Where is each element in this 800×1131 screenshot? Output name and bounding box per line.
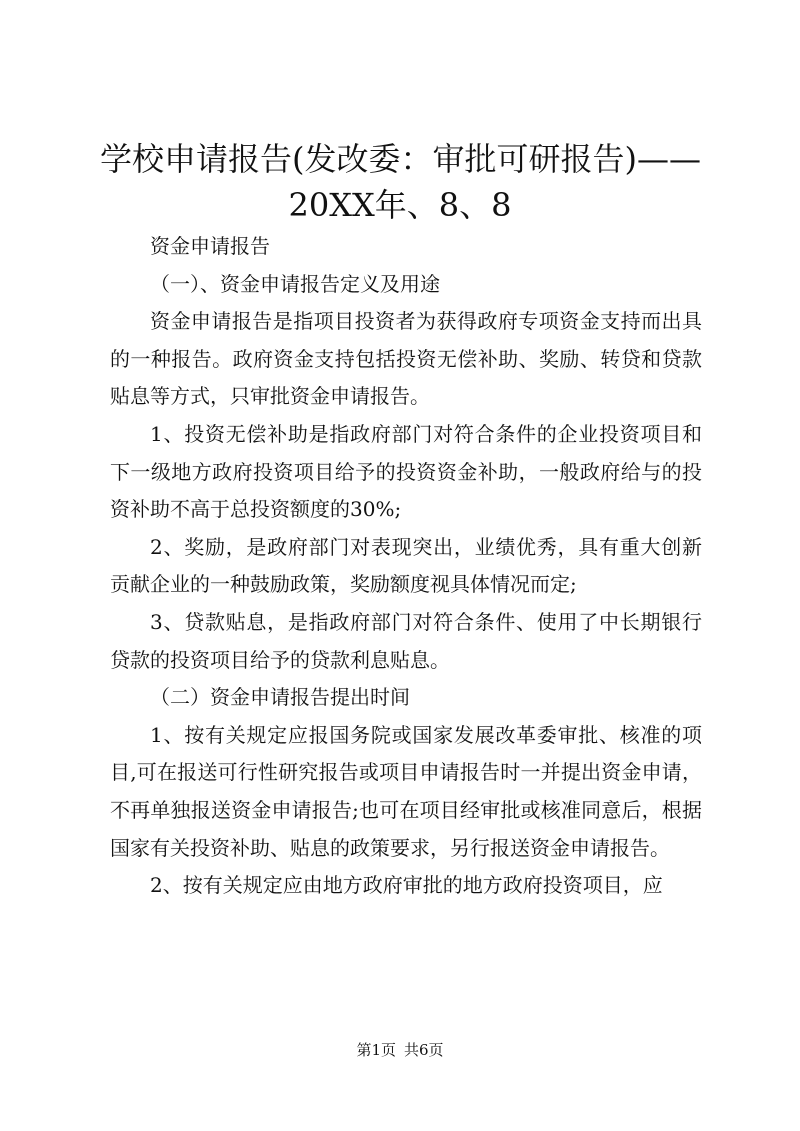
paragraph: 1、投资无偿补助是指政府部门对符合条件的企业投资项目和下一级地方政府投资项目给予的投资资金补助，一般政府给与的投资补助不高于总投资额度的30%; (110, 421, 702, 522)
document-title (100, 136, 700, 228)
document-body (110, 228, 702, 905)
page-footer (0, 1040, 800, 1060)
title-line-2: 20XX年、8、8 (288, 186, 512, 224)
paragraph-heading: 资金申请报告 (150, 234, 270, 258)
paragraph: 2、奖励，是政府部门对表现突出，业绩优秀，具有重大创新贡献企业的一种鼓励政策，奖励额度视具体情况而定; (110, 534, 702, 597)
paragraph: 1、按有关规定应报国务院或国家发展改革委审批、核准的项目,可在报送可行性研究报告或项目申请报告时一并提出资金申请，不再单独报送资金申请报告;也可在项目经审批或核准同意后，根据国家有关投资补助、贴息的政策要求，另行报送资金申请报告。 (110, 722, 702, 860)
title-line-1: 学校申请报告(发改委：审批可研报告)—— (100, 140, 701, 178)
section-heading-2: （二）资金申请报告提出时间 (150, 685, 410, 710)
section-heading-1: （一）、资金申请报告定义及用途 (150, 271, 440, 296)
paragraph: 3、贷款贴息，是指政府部门对符合条件、使用了中长期银行贷款的投资项目给予的贷款利息贴息。 (110, 609, 702, 672)
page-number: 第1页 (356, 1041, 396, 1059)
page-total: 共6页 (404, 1041, 444, 1059)
paragraph: 资金申请报告是指项目投资者为获得政府专项资金支持而出具的一种报告。政府资金支持包括投资无偿补助、奖励、转贷和贷款贴息等方式，只审批资金申请报告。 (110, 309, 702, 409)
paragraph: 2、按有关规定应由地方政府审批的地方政府投资项目，应 (150, 873, 663, 898)
